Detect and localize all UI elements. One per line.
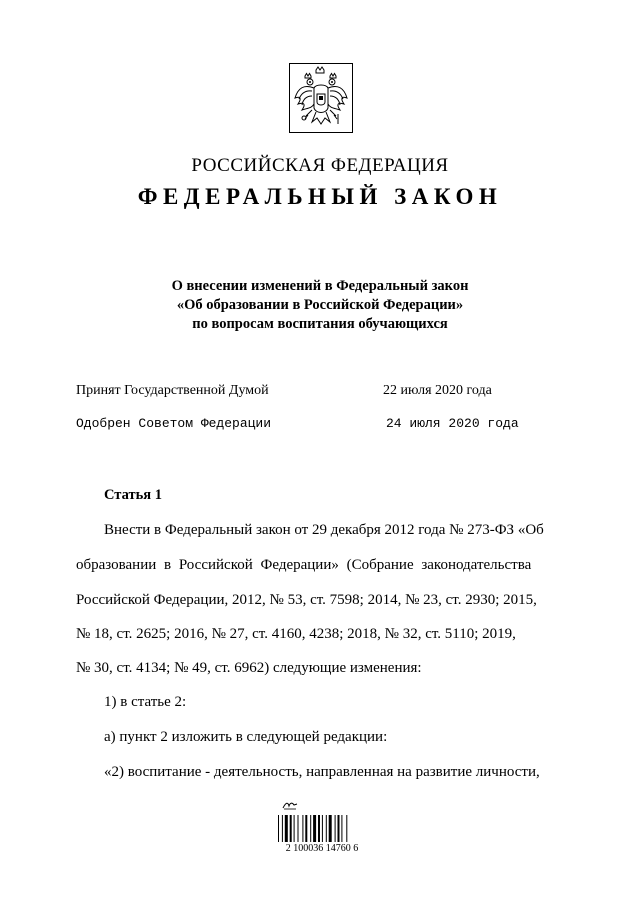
barcode-bar [322,815,323,842]
barcode-bar [298,815,299,842]
article-quote-line: «2) воспитание - деятельность, направленная на развитие личности, [104,764,540,780]
adopted-by-duma-date: 22 июля 2020 года [383,383,492,398]
law-subject-line: О внесении изменений в Федеральный закон [171,278,469,294]
barcode-bar [305,815,307,842]
barcode-bar [285,815,288,842]
barcode-bar [294,815,295,842]
barcode-number: 2 100036 14760 6 [285,843,359,854]
barcode-bar [282,815,283,842]
barcode-bar [278,815,279,842]
double-headed-eagle-icon [290,64,352,132]
barcode-bar [341,815,342,842]
article-text-line: Внести в Федеральный закон от 29 декабря 2012 года № 273-ФЗ «Об [104,522,544,538]
article-title: Статья 1 [104,487,162,503]
barcode-bar [346,815,347,842]
barcode-bar [318,815,320,842]
barcode-bar [302,815,303,842]
article-item: 1) в статье 2: [104,694,187,710]
article-subitem: а) пункт 2 изложить в следующей редакции: [104,729,388,745]
approved-by-council-date: 24 июля 2020 года [386,416,519,431]
barcode-bar [326,815,327,842]
article-text-line: № 30, ст. 4134; № 49, ст. 6962) следующие изменения: [76,660,422,676]
article-text-line: Российской Федерации, 2012, № 53, ст. 7598; 2014, № 23, ст. 2930; 2015, [76,592,537,608]
law-subject-line: «Об образовании в Российской Федерации» [176,297,464,313]
barcode-bar [335,815,336,842]
law-subject-line: по вопросам воспитания обучающихся [192,316,448,332]
document-type-title: ФЕДЕРАЛЬНЫЙ ЗАКОН [137,184,503,209]
barcode-bar [310,815,311,842]
state-emblem [289,63,353,133]
barcode-bar [338,815,340,842]
article-text-line: образовании в Российской Федерации» (Собрание законодательства [76,557,532,573]
barcode-bar [313,815,316,842]
signature-mark-icon [282,800,298,810]
country-title: РОССИЙСКАЯ ФЕДЕРАЦИЯ [191,155,449,176]
barcode-bars [278,815,366,842]
adopted-by-duma-label: Принят Государственной Думой [76,383,269,398]
document-barcode [272,800,372,860]
barcode-bar [329,815,332,842]
article-text-line: № 18, ст. 2625; 2016, № 27, ст. 4160, 4238; 2018, № 32, ст. 5110; 2019, [76,626,516,642]
barcode-bar [290,815,292,842]
approved-by-council-label: Одобрен Советом Федерации [76,416,272,431]
law-subject [0,277,640,334]
